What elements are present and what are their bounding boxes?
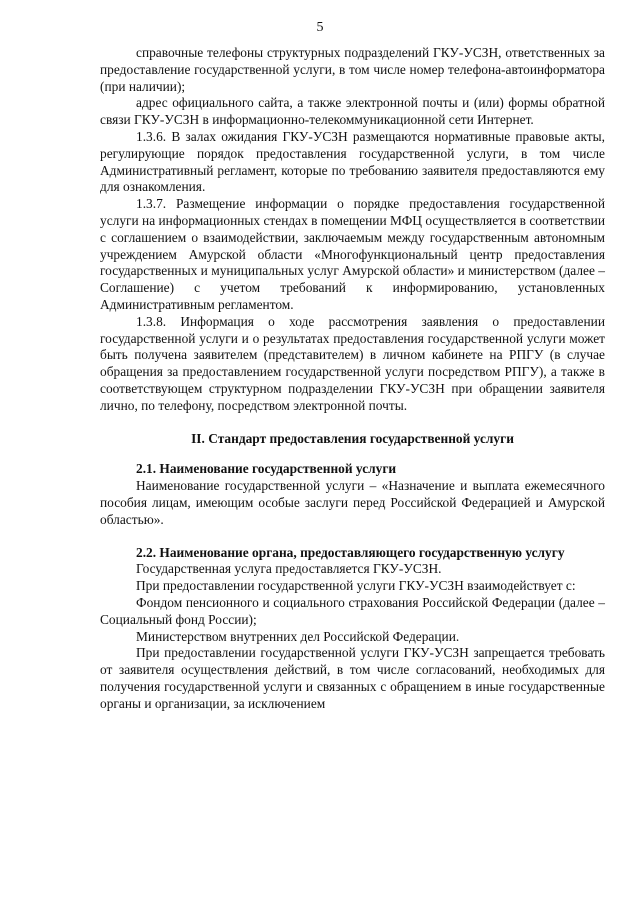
paragraph-phones: справочные телефоны структурных подразделений ГКУ-УСЗН, ответственных за предоставление государственной услуги, в том числе номер телефона-автоинформатора (при наличии); — [100, 45, 605, 94]
paragraph-1-3-6: 1.3.6. В залах ожидания ГКУ-УСЗН размещаются нормативные правовые акты, регулирующие порядок предоставления государственной услуги, в том числе Административный регламент, которые по требованию заявителя предоставляются ему для ознакомления. — [100, 128, 605, 195]
paragraph-mvd: Министерством внутренних дел Российской Федерации. — [136, 628, 460, 644]
paragraph-provider: Государственная услуга предоставляется ГКУ-УСЗН. — [136, 561, 442, 577]
page-number: 5 — [316, 20, 324, 35]
paragraph-interaction: При предоставлении государственной услуги ГКУ-УСЗН взаимодействует с: — [136, 578, 576, 594]
paragraph-prohibition: При предоставлении государственной услуги ГКУ-УСЗН запрещается требовать от заявителя осуществления действий, в том числе согласований, необходимых для получения государственной услуги и связанных с обращением в иные государственные органы и организации, за исключением — [100, 645, 605, 711]
section-heading: II. Стандарт предоставления государственной услуги — [191, 430, 514, 446]
subsection-heading-2-2: 2.2. Наименование органа, предоставляющего государственную услугу — [136, 544, 565, 560]
paragraph-social-fund: Фондом пенсионного и социального страхования Российской Федерации (далее – Социальный фонд России); — [100, 594, 605, 627]
paragraph-1-3-7: 1.3.7. Размещение информации о порядке предоставления государственной услуги на информационных стендах в помещении МФЦ осуществляется в соответствии с соглашением о взаимодействии, заключаемым между государственным автономным учреждением Амурской области «Многофункциональный центр предоставления государственных и муниципальных услуг Амурской области» и министерством (далее – Соглашение) с учетом требований к информированию, установленных Административным регламентом. — [100, 196, 605, 312]
paragraph-website: адрес официального сайта, а также электронной почты и (или) формы обратной связи ГКУ-УСЗН в информационно-телекоммуникационной сети Интернет. — [100, 95, 605, 128]
paragraph-service-name: Наименование государственной услуги – «Назначение и выплата ежемесячного пособия лицам, имеющим особые заслуги перед Российской Федерацией и Амурской областью». — [100, 478, 605, 527]
paragraph-1-3-8: 1.3.8. Информация о ходе рассмотрения заявления о предоставлении государственной услуги и о результатах предоставления государственной услуги может быть получена заявителем (представителем) в личном кабинете на РПГУ (в случае обращения за предоставлением государственной услуги посредством РПГУ), а также в соответствующем структурном подразделении ГКУ-УСЗН при обращении заявителя лично, по телефону, посредством электронной почты. — [100, 313, 605, 413]
document-body — [100, 45, 605, 712]
subsection-heading-2-1: 2.1. Наименование государственной услуги — [136, 461, 397, 477]
